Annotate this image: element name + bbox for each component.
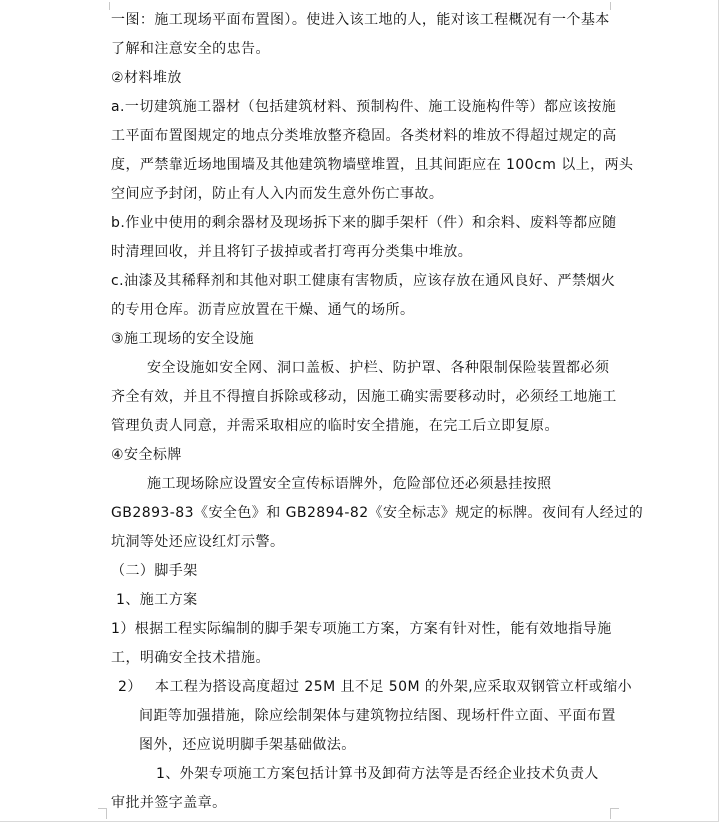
paragraph-line: 图外，还应说明脚手架基础做法。 <box>139 737 356 753</box>
paragraph-line: 坑洞等处还应设红灯示警。 <box>111 534 285 550</box>
paragraph-line: 间距等加强措施，除应绘制架体与建筑物拉结图、现场杆件立面、平面布置 <box>139 708 616 724</box>
paragraph-line: 安全设施如安全网、洞口盖板、护栏、防护罩、各种限制保险装置都必须 <box>147 360 610 376</box>
paragraph-line: 了解和注意安全的忠告。 <box>111 41 270 57</box>
section-heading: ②材料堆放 <box>111 70 182 86</box>
section-heading: ④安全标牌 <box>111 447 182 463</box>
page-corner-mark <box>610 808 619 819</box>
paragraph-line: 工平面布置图规定的地点分类堆放整齐稳固。各类材料的堆放不得超过规定的高 <box>111 128 617 144</box>
paragraph-line: 度，严禁靠近场地围墙及其他建筑物墙壁堆置，且其间距应在 100cm 以上，两头 <box>111 157 634 173</box>
paragraph-line: 施工现场除应设置安全宣传标语牌外，危险部位还必须悬挂按照 <box>147 476 552 492</box>
section-heading: （二）脚手架 <box>111 563 198 579</box>
paragraph-line: GB2893-83《安全色》和 GB2894-82《安全标志》规定的标牌。夜间有人经过的 <box>111 505 644 521</box>
paragraph-line: a.一切建筑施工器材（包括建筑材料、预制构件、施工设施构件等）都应该按施 <box>111 99 617 115</box>
paragraph-line: 1）根据工程实际编制的脚手架专项施工方案，方案有针对性，能有效地指导施 <box>111 621 612 637</box>
paragraph-line: 工，明确安全技术措施。 <box>111 650 270 666</box>
paragraph-line: 审批并签字盖章。 <box>111 795 227 811</box>
paragraph-line: 齐全有效，并且不得擅自拆除或移动，因施工确实需要移动时，必须经工地施工 <box>111 389 617 405</box>
page-corner-mark <box>610 2 621 10</box>
section-heading: 1、施工方案 <box>116 592 198 608</box>
paragraph-line: 一图：施工现场平面布置图）。使进入该工地的人，能对该工程概况有一个基本 <box>111 12 610 28</box>
list-number: 2） <box>118 679 142 695</box>
paragraph-line: 的专用仓库。沥青应放置在干燥、通气的场所。 <box>111 302 415 318</box>
page-corner-mark <box>99 2 110 10</box>
paragraph-line: 管理负责人同意，并需采取相应的临时安全措施，在完工后立即复原。 <box>111 418 559 434</box>
page-corner-mark <box>98 808 107 819</box>
paragraph-line: 1、外架专项施工方案包括计算书及卸荷方法等是否经企业技术负责人 <box>156 766 599 782</box>
paragraph-line: 本工程为搭设高度超过 25M 且不足 50M 的外架,应采取双钢管立杆或缩小 <box>155 679 633 695</box>
paragraph-line: 时清理回收，并且将钉子拔掉或者打弯再分类集中堆放。 <box>111 244 473 260</box>
paragraph-line: c.油漆及其稀释剂和其他对职工健康有害物质，应该存放在通风良好、严禁烟火 <box>111 273 616 289</box>
paragraph-line: 空间应予封闭，防止有人入内而发生意外伤亡事故。 <box>111 186 444 202</box>
section-heading: ③施工现场的安全设施 <box>111 331 255 347</box>
paragraph-line: b.作业中使用的剩余器材及现场拆下来的脚手架杆（件）和余料、废料等都应随 <box>111 215 617 231</box>
